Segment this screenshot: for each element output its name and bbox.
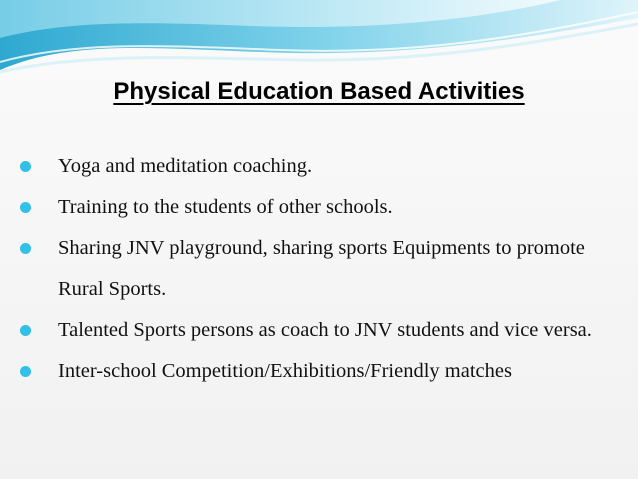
- bullet-text: Talented Sports persons as coach to JNV students and vice versa.: [58, 319, 592, 341]
- bullet-item: [20, 228, 600, 310]
- bullet-dot-icon: [20, 243, 31, 254]
- bullet-dot-icon: [20, 366, 31, 377]
- header-wave-decoration: [0, 0, 638, 80]
- bullet-dot-icon: [20, 202, 31, 213]
- bullet-text: Inter-school Competition/Exhibitions/Friendly matches: [58, 360, 512, 382]
- bullet-item: [20, 310, 600, 351]
- bullet-item: [20, 187, 600, 228]
- bullet-text: Sharing JNV playground, sharing sports Equipments to promote Rural Sports.: [58, 237, 585, 300]
- slide-title: Physical Education Based Activities: [113, 78, 525, 105]
- bullet-list: [20, 146, 600, 392]
- bullet-dot-icon: [20, 325, 31, 336]
- bullet-text: Yoga and meditation coaching.: [58, 155, 313, 177]
- bullet-text: Training to the students of other schools.: [58, 196, 393, 218]
- bullet-item: [20, 146, 600, 187]
- bullet-dot-icon: [20, 161, 31, 172]
- bullet-item: [20, 351, 600, 392]
